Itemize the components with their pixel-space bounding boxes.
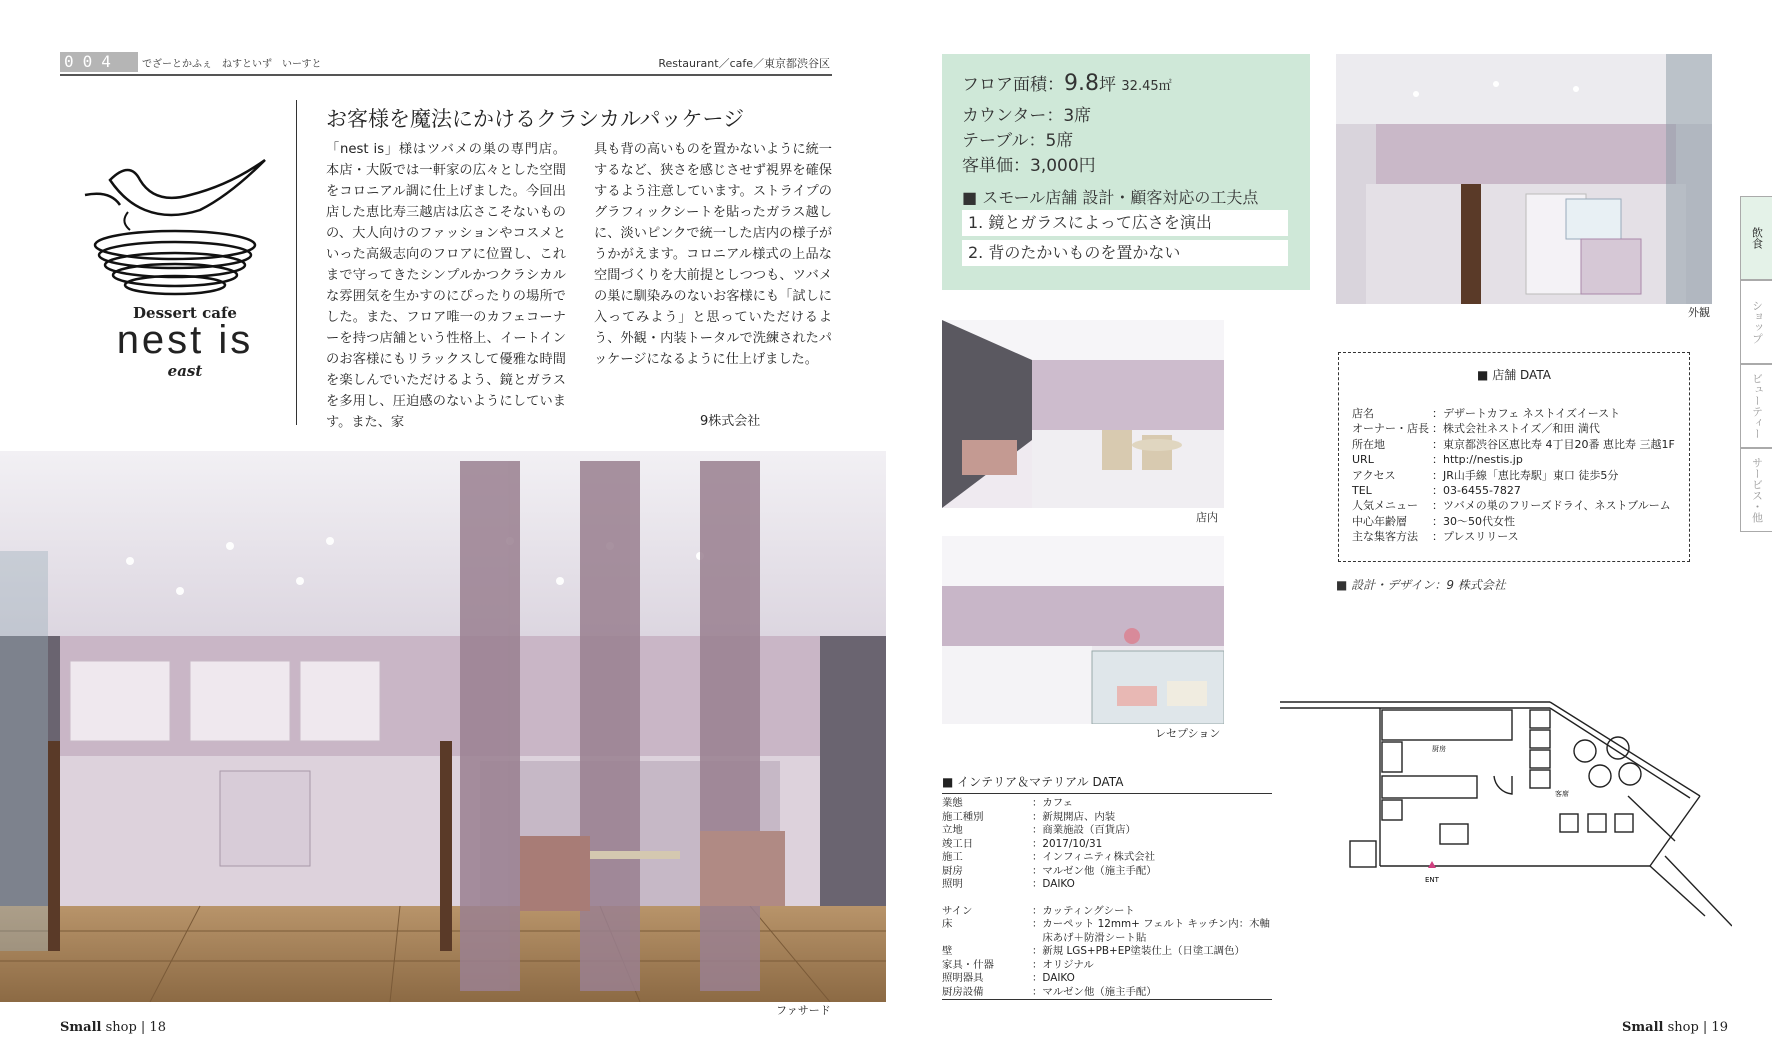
interior-key: 厨房 xyxy=(942,864,963,877)
interior-row xyxy=(942,932,1270,946)
category-location: Restaurant／cafe／東京都渋谷区 xyxy=(658,57,830,70)
store-key: アクセス xyxy=(1352,468,1396,482)
store-row xyxy=(1352,437,1675,452)
reception-caption: レセプション xyxy=(1155,727,1221,740)
store-key: 店名 xyxy=(1352,407,1374,420)
interior-key: 立地 xyxy=(942,824,963,836)
interior-key: サイン xyxy=(942,904,973,917)
designer-credit: ■ 設計・デザイン：9 株式会社 xyxy=(1336,578,1506,592)
reception-photo xyxy=(942,536,1224,724)
counter-seats: カウンター：3席 xyxy=(962,106,1092,126)
interior-value: ：DAIKO xyxy=(1032,972,1075,984)
store-key: オーナー・店長 xyxy=(1352,422,1429,436)
interior-photo xyxy=(942,320,1224,508)
interior-row xyxy=(942,797,1270,811)
interior-row xyxy=(942,865,1270,879)
floor-plan-diagram xyxy=(1280,686,1732,936)
interior-data-table xyxy=(942,797,1270,999)
interior-row xyxy=(942,838,1270,852)
store-key: URL xyxy=(1352,453,1374,467)
article-credit: 9株式会社 xyxy=(700,414,761,429)
store-data-title: ■ 店舗 DATA xyxy=(1477,368,1551,382)
store-row xyxy=(1352,514,1675,529)
design-point-2: 2. 背のたかいものを置かない xyxy=(962,240,1288,266)
interior-row xyxy=(942,851,1270,865)
store-key: TEL xyxy=(1352,484,1372,498)
folio-brand-left: Small xyxy=(60,1020,102,1035)
folio-number-left: shop | 18 xyxy=(101,1020,166,1035)
interior-value: ：インフィニティ株式会社 xyxy=(1032,851,1156,863)
store-value: ：デザートカフェ ネストイズイースト xyxy=(1432,407,1621,420)
interior-value: ：新規 LGS+PB+EP塗装仕上（日塗工調色） xyxy=(1032,945,1245,957)
interior-data-title: ■ インテリア＆マテリアル DATA xyxy=(942,775,1124,789)
folio-number-right: shop | 19 xyxy=(1663,1020,1728,1035)
interior-row xyxy=(942,824,1270,838)
floor-area-unit: 坪 xyxy=(1099,75,1116,95)
interior-key: 厨房設備 xyxy=(942,985,984,998)
interior-key: 壁 xyxy=(942,945,953,957)
store-row xyxy=(1352,421,1675,436)
store-row xyxy=(1352,483,1675,498)
article-number: 004 xyxy=(60,52,138,72)
tab-service[interactable]: サービス・他 xyxy=(1740,448,1772,532)
floor-area-m2: 32.45㎡ xyxy=(1121,79,1172,94)
interior-value: ：カッティングシート xyxy=(1032,904,1135,917)
interior-data-rule-bottom xyxy=(942,999,1272,1000)
interior-key: 照明器具 xyxy=(942,972,984,984)
column-divider xyxy=(296,100,297,425)
store-key: 所在地 xyxy=(1352,437,1385,451)
interior-row xyxy=(942,986,1270,1000)
interior-key: 竣工日 xyxy=(942,837,974,850)
price-per-customer: 客単価：3,000円 xyxy=(962,156,1096,176)
store-value: ：http://nestis.jp xyxy=(1432,453,1523,467)
entrance-arrow-icon xyxy=(1428,861,1436,868)
tab-food[interactable]: 飲食 xyxy=(1740,196,1772,280)
shop-name-kana: でざーとかふぇ ねすといず いーすと xyxy=(142,59,322,70)
page-folio-left xyxy=(60,1020,166,1035)
logo-dessert-cafe: Dessert cafe xyxy=(133,304,237,322)
interior-key: 家具・什器 xyxy=(942,958,994,971)
interior-key: 業態 xyxy=(942,797,963,809)
interior-value: ：マルゼン他（施主手配） xyxy=(1032,985,1157,998)
interior-key: 施工種別 xyxy=(942,810,984,823)
interior-value xyxy=(1032,892,1270,905)
store-value: ：プレスリリース xyxy=(1432,530,1519,544)
interior-value: ：DAIKO xyxy=(1032,878,1075,890)
interior-row xyxy=(942,892,1270,905)
facade-photo xyxy=(0,451,886,1002)
floor-area xyxy=(962,70,1172,96)
interior-data-rule-top xyxy=(942,793,1272,794)
interior-value: ：2017/10/31 xyxy=(1032,837,1103,850)
store-row xyxy=(1352,406,1675,421)
interior-key: 施工 xyxy=(942,851,963,863)
design-point-1: 1. 鏡とガラスによって広さを演出 xyxy=(962,210,1288,236)
article-body-col2: 具も背の高いものを置かないように統一するなど、狭さを感じさせず視界を確保するよう注意しています。ストライプのグラフィックシートを貼ったガラス越しに、淡いピンクで統一した店内の様子がうかがえます。コロニアル様式の上品な空間づくりを大前提としつつも、ツバメの巣に馴染みのないお客様にも「試しに入ってみよう」と思っていただけるよう、外観・内装トータルで洗練されたパッケージになるように仕上げました。 xyxy=(594,142,832,367)
interior-value: ：カフェ xyxy=(1032,797,1074,809)
store-value: ：東京都渋谷区恵比寿 4丁目20番 恵比寿 三越1F xyxy=(1432,437,1675,451)
interior-caption: 店内 xyxy=(1196,511,1218,524)
interior-value: 床あげ＋防滑シート貼 xyxy=(1032,931,1147,944)
store-row xyxy=(1352,468,1675,483)
store-value: ：ツバメの巣のフリーズドライ、ネストブルーム xyxy=(1432,499,1671,513)
interior-value: ：マルゼン他（施主手配） xyxy=(1032,864,1157,877)
interior-row xyxy=(942,878,1270,892)
store-value: ：株式会社ネストイズ／和田 満代 xyxy=(1432,422,1600,436)
header-rule xyxy=(60,74,832,76)
tab-shop[interactable]: ショップ xyxy=(1740,280,1772,364)
interior-value: ：新規開店、内装 xyxy=(1032,810,1116,823)
exterior-photo xyxy=(1336,54,1712,304)
tab-beauty[interactable]: ビューティー xyxy=(1740,364,1772,448)
table-seats: テーブル：5席 xyxy=(962,131,1074,151)
interior-row xyxy=(942,959,1270,973)
article-title: お客様を魔法にかけるクラシカルパッケージ xyxy=(326,107,745,131)
floor-area-value: 9.8 xyxy=(1064,71,1099,96)
interior-key xyxy=(942,892,1032,905)
interior-key: 床 xyxy=(942,918,953,930)
interior-value: ：オリジナル xyxy=(1032,958,1094,971)
store-key: 中心年齢層 xyxy=(1352,514,1407,528)
store-data-table xyxy=(1352,406,1675,545)
floor-area-label: フロア面積： xyxy=(962,75,1064,95)
store-value: ：03-6455-7827 xyxy=(1432,484,1521,498)
plan-seats-label: 客席 xyxy=(1555,790,1569,798)
store-row xyxy=(1352,498,1675,513)
interior-row xyxy=(942,811,1270,825)
exterior-caption: 外観 xyxy=(1688,306,1710,319)
facade-caption: ファサード xyxy=(776,1004,831,1017)
interior-row xyxy=(942,945,1270,959)
design-points-title: ■ スモール店舗 設計・顧客対応の工夫点 xyxy=(962,188,1259,207)
store-row xyxy=(1352,529,1675,544)
logo-nestis: nest is xyxy=(116,318,254,362)
interior-value: ：カーペット 12mm+ フェルト キッチン内：木軸 xyxy=(1032,918,1270,930)
store-key: 人気メニュー xyxy=(1352,499,1418,513)
store-value: ：JR山手線「恵比寿駅」東口 徒歩5分 xyxy=(1432,468,1619,482)
plan-kitchen-label: 厨房 xyxy=(1432,745,1446,753)
interior-key xyxy=(942,932,1032,946)
page-folio-right xyxy=(1622,1020,1728,1035)
interior-row xyxy=(942,918,1270,932)
plan-ent-label: ENT xyxy=(1425,876,1439,884)
interior-row xyxy=(942,905,1270,919)
interior-row xyxy=(942,972,1270,986)
store-value: ：30～50代女性 xyxy=(1432,514,1515,528)
folio-brand-right: Small xyxy=(1622,1020,1664,1035)
logo-east: east xyxy=(167,362,203,380)
interior-key: 照明 xyxy=(942,878,963,890)
store-row xyxy=(1352,452,1675,467)
store-key: 主な集客方法 xyxy=(1352,530,1418,544)
interior-value: ：商業施設（百貨店） xyxy=(1032,824,1136,836)
article-body-col1: 「nest is」様はツバメの巣の専門店。本店・大阪では一軒家の広々とした空間をコロニアル調に仕上げました。今回出店した恵比寿三越店は広さこそないものの、大人向けのファッションやコスメといった高級志向のフロアに位置し、これまで守ってきたシンプルかつクラシカルな雰囲気を生かすのにぴったりの場所でした。また、フロア唯一のカフェコーナーを持つ店舗という性格上、イートインのお客様にもリラックスして優雅な時間を楽しんでいただけるよう、鏡とガラスを多用し、圧迫感のないようにしています。また、家 xyxy=(326,142,566,430)
swallow-nest-logo xyxy=(80,150,270,310)
